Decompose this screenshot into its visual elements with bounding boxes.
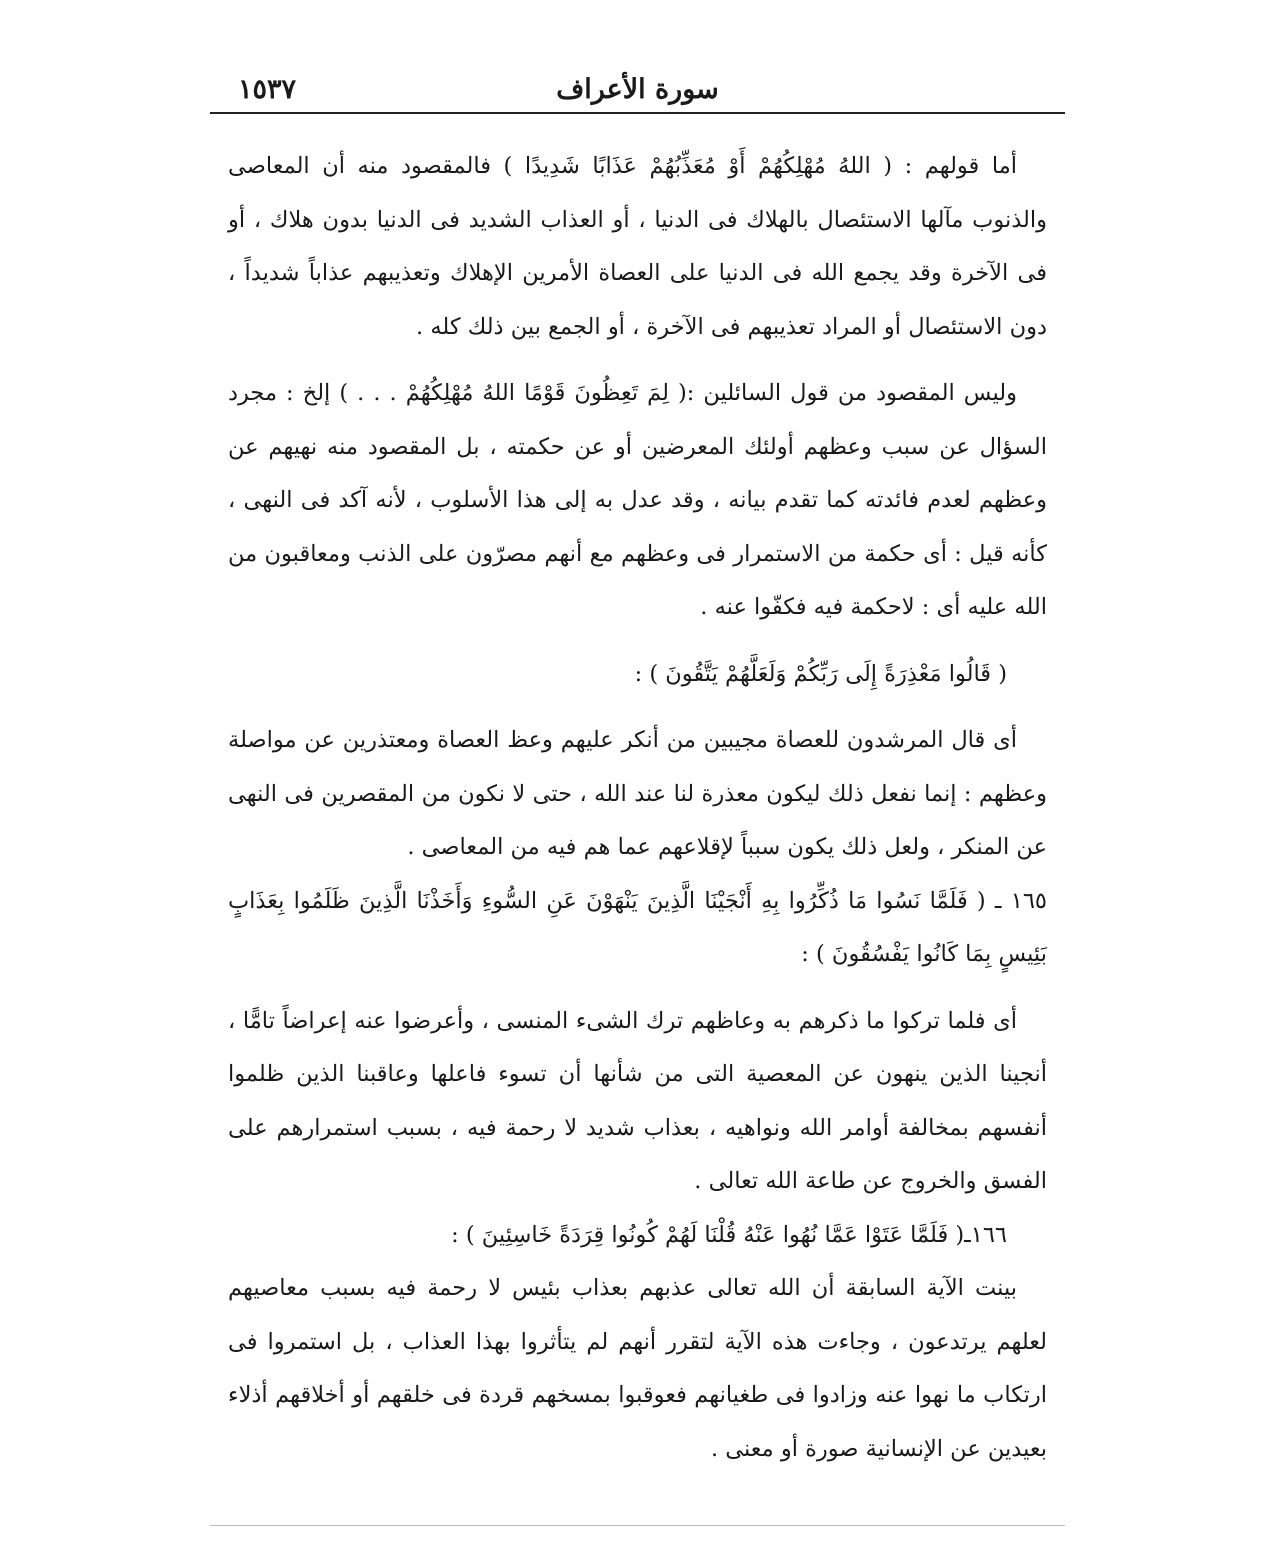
paragraph: بينت الآية السابقة أن الله تعالى عذبهم بعذاب بئيس لا رحمة فيه بسبب معاصيهم لعلهم يرتدعون ، وجاءت هذه الآية لتقرر أنهم لم يتأثروا بهذا العذاب ، بل استمروا فى ارتكاب ما نهوا عنه وزادوا فى طغيانهم فعوقبوا بمسخهم قردة فى خلقهم أو أخلاقهم أذلاء بعيدين عن الإنسانية صورة أو معنى . xyxy=(228,1275,1047,1462)
verse-heading: ١٦٦ـ( فَلَمَّا عَتَوْا عَمَّا نُهُوا عَنْهُ قُلْنَا لَهُمْ كُونُوا قِرَدَةً خَاسِئِينَ ) : xyxy=(451,1221,1007,1248)
page-number: ١٥٣٧ xyxy=(238,74,297,105)
running-title: سورة الأعراف xyxy=(556,74,719,105)
verse-heading: ١٦٥ ـ ( فَلَمَّا نَسُوا مَا ذُكِّرُوا بِهِ أَنْجَيْنَا الَّذِينَ يَنْهَوْنَ عَنِ السُّوءِ وَأَخَذْنَا الَّذِينَ ظَلَمُوا بِعَذَابٍ بَئِيسٍ بِمَا كَانُوا يَفْسُقُونَ ) : xyxy=(228,887,1047,967)
page-header xyxy=(210,60,1065,114)
bottom-rule xyxy=(210,1525,1065,1526)
paragraph: أى فلما تركوا ما ذكرهم به وعاظهم ترك الشىء المنسى ، وأعرضوا عنه إعراضاً تامًّا ، أنجينا الذين ينهون عن المعصية التى من شأنها أن تسوء فاعلها وعاقبنا الذين ظلموا أنفسهم بمخالفة أوامر الله ونواهيه ، بعذاب شديد لا رحمة فيه ، بسبب استمرارهم على الفسق والخروج عن طاعة الله تعالى . xyxy=(228,1007,1047,1194)
book-page xyxy=(210,60,1065,1540)
paragraph: أى قال المرشدون للعصاة مجيبين من أنكر عليهم وعظ العصاة ومعتذرين عن مواصلة وعظهم : إنما نفعل ذلك ليكون معذرة لنا عند الله ، حتى لا نكون من المقصرين فى النهى عن المنكر ، ولعل ذلك يكون سبباً لإقلاعهم عما هم فيه من المعاصى . xyxy=(228,727,1047,860)
page-body xyxy=(228,140,1047,1476)
verse-heading: ( قَالُوا مَعْذِرَةً إِلَى رَبِّكُمْ وَلَعَلَّهُمْ يَتَّقُونَ ) : xyxy=(634,660,1007,687)
paragraph: أما قولهم : ( اللهُ مُهْلِكُهُمْ أَوْ مُعَذِّبُهُمْ عَذَابًا شَدِيدًا ) فالمقصود منه أن المعاصى والذنوب مآلها الاستئصال بالهلاك فى الدنيا ، أو العذاب الشديد فى الدنيا بدون هلاك ، أو فى الآخرة وقد يجمع الله فى الدنيا على العصاة الأمرين الإهلاك وتعذيبهم عذاباً شديداً ، دون الاستئصال أو المراد تعذيبهم فى الآخرة ، أو الجمع بين ذلك كله . xyxy=(228,153,1047,340)
header-rule xyxy=(210,112,1065,114)
paragraph: وليس المقصود من قول السائلين :( لِمَ تَعِظُونَ قَوْمًا اللهُ مُهْلِكُهُمْ . . . ) إلخ : مجرد السؤال عن سبب وعظهم أولئك المعرضين أو عن حكمته ، بل المقصود منه نهيهم عن وعظهم لعدم فائدته كما تقدم بيانه ، وقد عدل به إلى هذا الأسلوب ، لأنه آكد فى النهى ، كأنه قيل : أى حكمة من الاستمرار فى وعظهم مع أنهم مصرّون على الذنب ومعاقبون من الله عليه أى : لاحكمة فيه فكفّوا عنه . xyxy=(228,380,1047,620)
